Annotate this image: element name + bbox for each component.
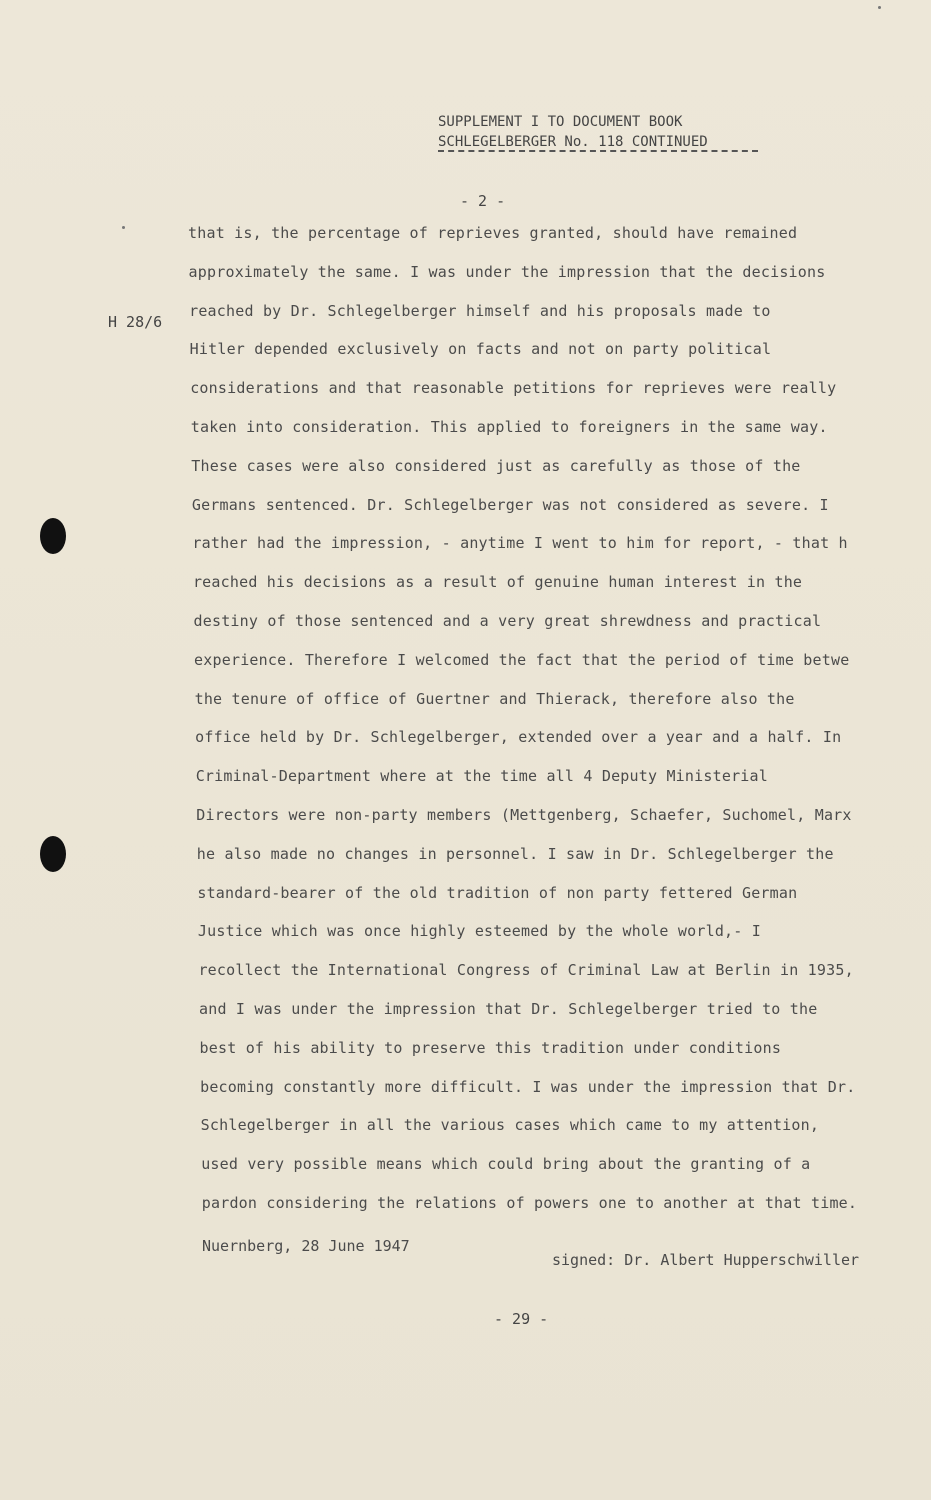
body-line: Hitler depended exclusively on facts and not on party political [189,340,772,359]
punch-hole-icon [40,518,66,554]
page-number-bottom: - 29 - [494,1310,549,1328]
body-line: office held by Dr. Schlegelberger, extended over a year and a half. In [195,728,842,747]
body-line: and I was under the impression that Dr. Schlegelberger tried to the [199,1000,818,1018]
body-line: the tenure of office of Guertner and Thierack, therefore also the [194,689,795,708]
signature-line: signed: Dr. Albert Hupperschwiller [552,1251,860,1269]
header-line-2: SCHLEGELBERGER No. 118 CONTINUED [438,134,708,150]
body-line: best of his ability to preserve this tradition under conditions [199,1038,782,1057]
header-line-1: SUPPLEMENT I TO DOCUMENT BOOK [438,114,683,130]
body-line: that is, the percentage of reprieves granted, should have remained [188,224,798,242]
body-line: Schlegelberger in all the various cases which came to my attention, [200,1116,820,1135]
body-line: reached by Dr. Schlegelberger himself and his proposals made to [189,301,771,320]
body-line: taken into consideration. This applied to foreigners in the same way. [190,418,828,436]
page-number-top: - 2 - [460,192,506,210]
document-header [438,112,708,152]
body-line: recollect the International Congress of Criminal Law at Berlin in 1935, [198,961,854,980]
margin-reference: H 28/6 [108,313,163,331]
ink-speck [878,6,881,9]
body-line: destiny of those sentenced and a very great shrewdness and practical [193,612,822,630]
body-line: experience. Therefore I welcomed the fact that the period of time betwe [194,650,850,669]
body-line: considerations and that reasonable petitions for reprieves were really [190,379,837,398]
body-line: Germans sentenced. Dr. Schlegelberger was not considered as severe. I [191,495,829,514]
header-underline [438,150,758,152]
punch-hole-icon [40,836,66,872]
body-line: Directors were non-party members (Mettgenberg, Schaefer, Suchomel, Marx [196,806,852,824]
body-line: standard-bearer of the old tradition of non party fettered German [197,883,798,902]
body-line: Criminal-Department where at the time all 4 Deputy Ministerial [195,767,768,786]
body-line: pardon considering the relations of powers one to another at that time. [201,1194,858,1212]
ink-speck [122,226,125,229]
body-line: used very possible means which could bring about the granting of a [201,1155,811,1174]
body-line: These cases were also considered just as carefully as those of the [191,456,801,475]
body-line: he also made no changes in personnel. I saw in Dr. Schlegelberger the [196,844,834,863]
body-line: Justice which was once highly esteemed by the whole world,- I [197,922,761,941]
body-line: rather had the impression, - anytime I went to him for report, - that h [192,534,848,553]
body-line: approximately the same. I was under the impression that the decisions [188,262,826,281]
body-line: becoming constantly more difficult. I was under the impression that Dr. [200,1077,856,1096]
body-line: reached his decisions as a result of genuine human interest in the [192,573,803,592]
place-date: Nuernberg, 28 June 1947 [202,1237,410,1255]
